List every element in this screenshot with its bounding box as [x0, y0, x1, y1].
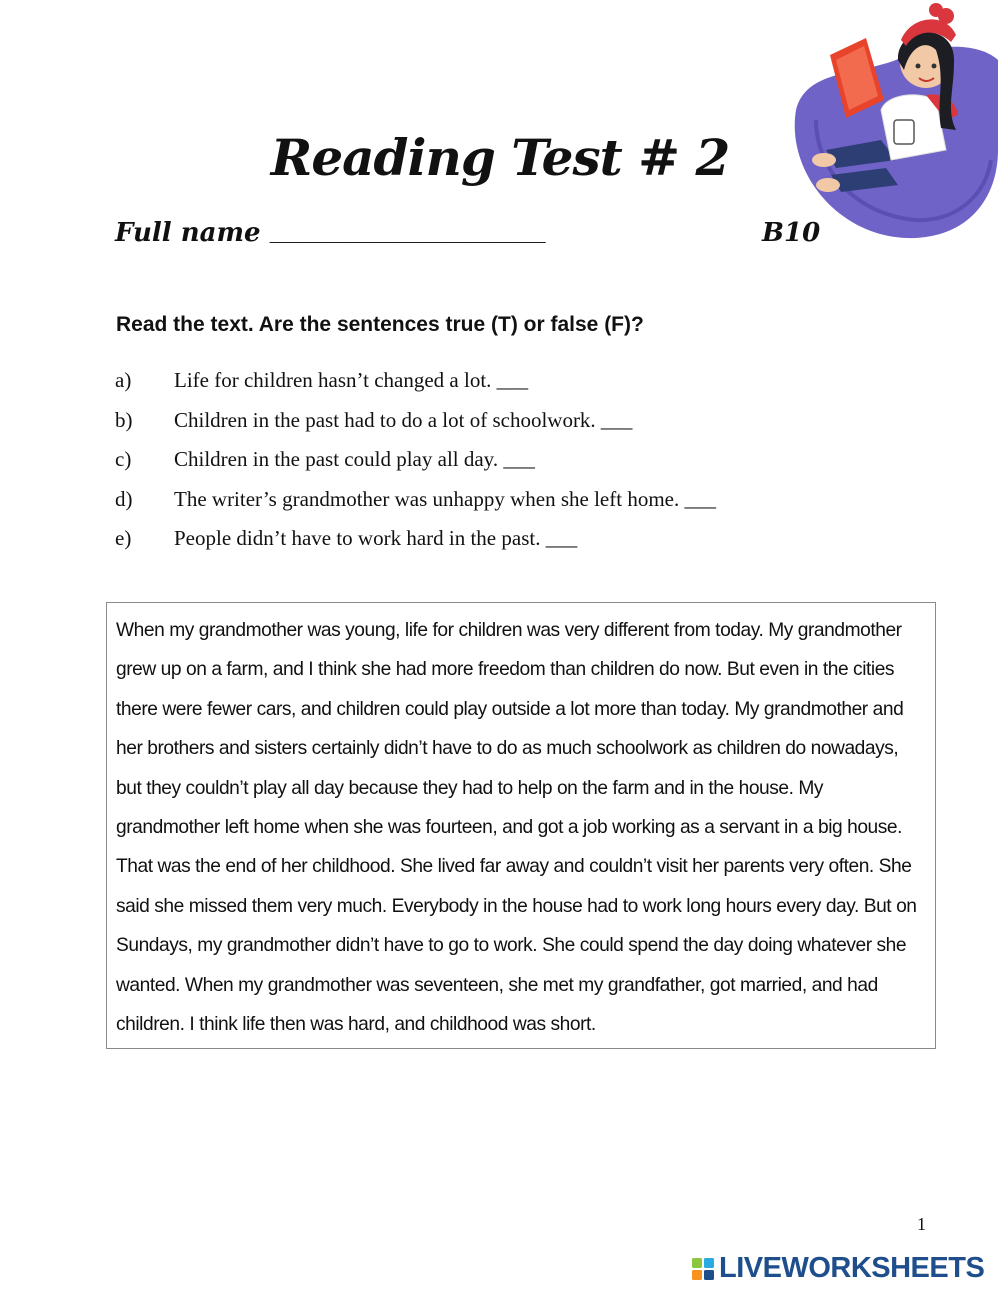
- question-text[interactable]: Life for children hasn’t changed a lot. ___: [174, 368, 529, 392]
- question-text[interactable]: People didn’t have to work hard in the past. ___: [174, 526, 578, 550]
- question-list: [115, 368, 716, 566]
- question-item: [115, 487, 716, 527]
- question-item: [115, 447, 716, 487]
- question-text[interactable]: Children in the past had to do a lot of schoolwork. ___: [174, 407, 633, 432]
- question-letter: e): [115, 526, 132, 550]
- reading-passage: When my grandmother was young, life for children was very different from today. My grandmother grew up on a farm, and I think she had more freedom than children do now. But even in the cities there were fewer cars, and children could play outside a lot more than today. My grandmother and her brothers and sisters certainly didn’t have to do as much schoolwork as children do nowadays, but they couldn’t play all day because they had to help on the farm and in the house. My grandmother left home when she was fourteen, and got a job working as a servant in a big house. That was the end of her childhood. She lived far away and couldn’t visit her parents very often. She said she missed them very much. Everybody in the house had to work long hours every day. But on Sundays, my grandmother didn’t have to go to work. She could spend the day doing whatever she wanted. When my grandmother was seventeen, she met my grandfather, got married, and had children. I think life then was hard, and childhood was short.: [106, 602, 936, 1049]
- full-name-field: [115, 218, 546, 248]
- question-letter: b): [115, 407, 133, 432]
- question-item: [115, 526, 716, 566]
- full-name-label: Full name: [115, 218, 261, 248]
- question-text[interactable]: Children in the past could play all day. ___: [174, 447, 535, 471]
- class-code: B10: [762, 218, 821, 248]
- full-name-blank[interactable]: _______________________: [269, 225, 546, 248]
- brand-name: LIVEWORKSHEETS: [719, 1252, 985, 1284]
- question-letter: c): [115, 447, 132, 471]
- liveworksheets-brand: [692, 1252, 984, 1285]
- question-text[interactable]: The writer’s grandmother was unhappy when she left home. ___: [174, 486, 716, 511]
- question-item: [115, 408, 716, 448]
- page-title: Reading Test # 2: [270, 128, 730, 187]
- question-letter: d): [115, 486, 133, 511]
- instructions: Read the text. Are the sentences true (T) or false (F)?: [116, 313, 644, 336]
- reading-girl-illustration: [786, 0, 1000, 244]
- question-item: [115, 368, 716, 408]
- question-letter: a): [115, 368, 132, 392]
- liveworksheets-logo-icon: [692, 1257, 716, 1281]
- page-number: 1: [917, 1214, 926, 1234]
